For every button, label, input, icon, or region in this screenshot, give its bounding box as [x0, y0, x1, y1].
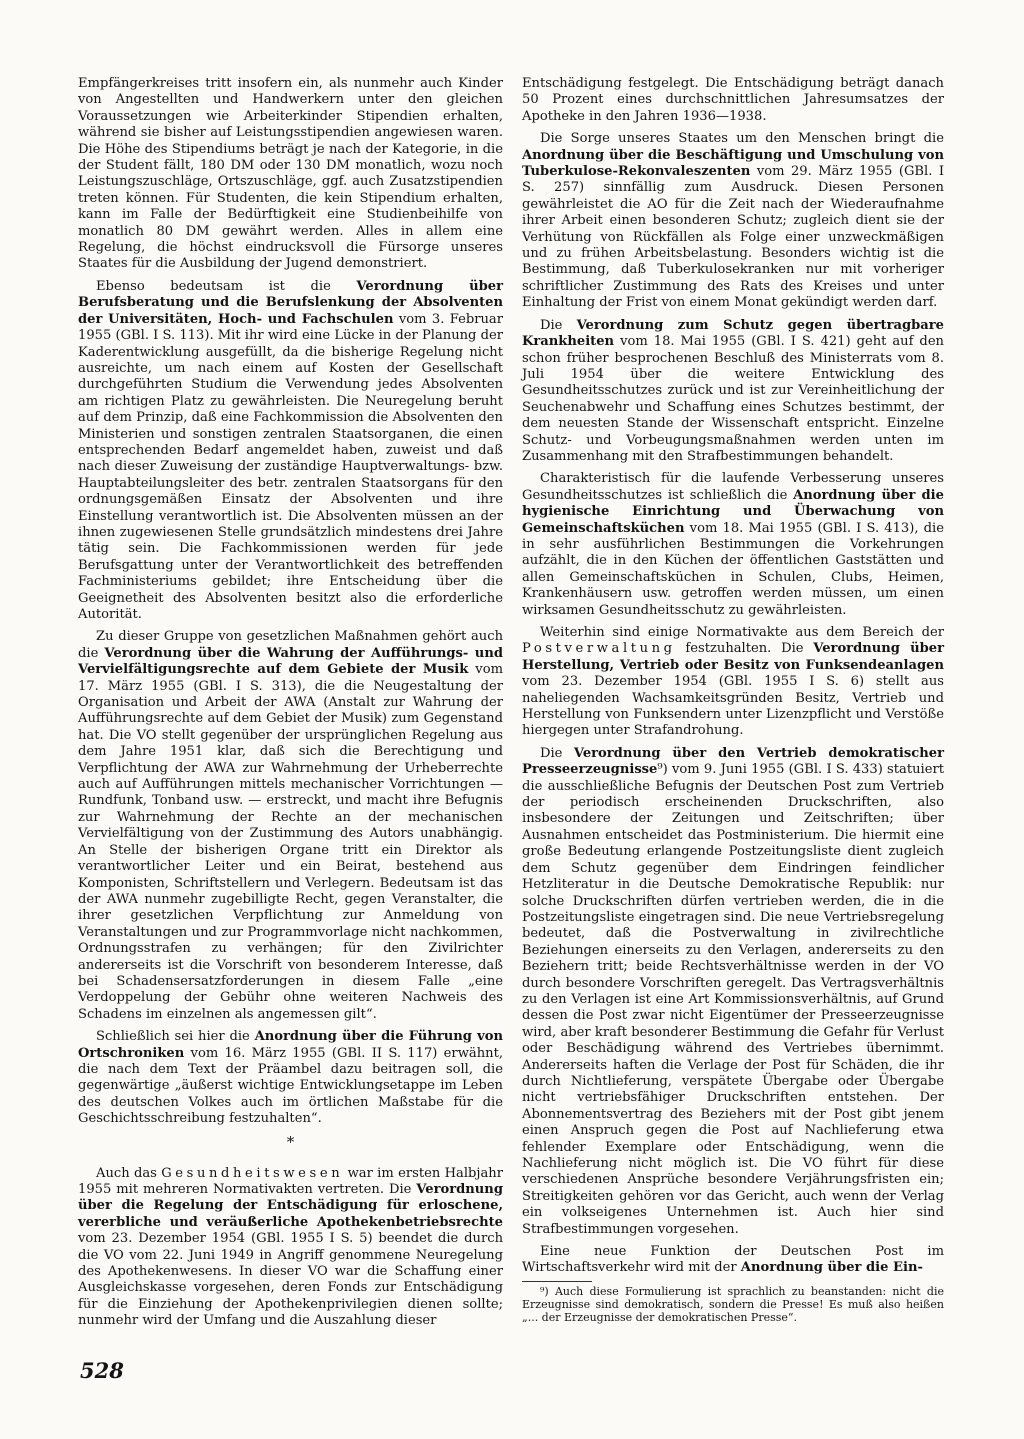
paragraph: Charakteristisch für die laufende Verbesserung unseres Gesundheitsschutzes ist schließlich die Anordnung über die hygienische Einrichtung und Überwachung von Gemeinschaftsküchen vom 18. Mai 1955 (GBl. I S. 413), die in sehr ausführlichen Bestimmungen die Vorkehrungen aufzählt, die in den Küchen der öffentlichen Gaststätten und allen Gemeinschaftsküchen in Schulen, Clubs, Heimen, Krankenhäusern usw. getroffen werden müssen, um einen wirksamen Gesundheitsschutz zu gewährleisten.: [522, 471, 944, 618]
paragraph: Die Verordnung zum Schutz gegen übertragbare Krankheiten vom 18. Mai 1955 (GBl. I S. 421) geht auf den schon früher besprochenen Beschluß des Ministerrats vom 8. Juli 1954 über die weitere Entwicklung des Gesundheitsschutzes zurück und ist zur Vereinheitlichung der Seuchenabwehr und Schaffung eines Schutzes bestimmt, der dem neuesten Stande der Wissenschaft entspricht. Einzelne Schutz- und Vorbeugungsmaßnahmen werden unten im Zusammenhang mit den Strafbestimmungen behandelt.: [522, 317, 944, 464]
page-number: 528: [80, 1358, 124, 1383]
paragraph: Die Verordnung über den Vertrieb demokratischer Presseerzeugnisse⁹) vom 9. Juni 1955 (GBl. I S. 433) statuiert die ausschließliche Befugnis der Deutschen Post zum Vertrieb der periodisch erscheinenden Druckschriften, also insbesondere der Zeitungen und Zeitschriften; über Ausnahmen entscheidet das Postministerium. Die hiermit eine große Bedeutung erlangende Postzeitungsliste dient zugleich dem Schutz gegenüber dem Eindringen feindlicher Hetzliteratur in die Deutsche Demokratische Republik: nur solche Druckschriften dürfen vertrieben werden, die in die Postzeitungsliste eingetragen sind. Die neue Vertriebsregelung bedeutet, daß die Postverwaltung in zivilrechtliche Beziehungen einerseits zu den Verlagen, andererseits zu den Beziehern tritt; beide Rechtsverhältnisse werden in der VO durch besondere Vorschriften geregelt. Das Vertragsverhältnis zu den Verlagen ist eine Art Kommissionsverhältnis, auf Grund dessen die Post zwar nicht Eigentümer der Presseerzeugnisse wird, aber kraft besonderer Bestimmung die Gefahr für Verlust oder Beschädigung während des Vertriebes übernimmt. Andererseits haften die Verlage der Post für Schäden, die ihr durch Nichtlieferung, verspätete Übergabe oder Übergabe nicht vertriebsfähiger Druckschriften entstehen. Der Abonnementsvertrag des Beziehers mit der Post gibt jenem einen Anspruch gegen die Post auf Nachlieferung etwa fehlender Exemplare oder Entschädigung, wenn die Nachlieferung nicht möglich ist. Die VO führt für diese verschiedenen Ansprüche besondere Verjährungsfristen ein; Streitigkeiten gehören vor das Gericht, auch wenn der Verlag ein volkseigenes Unternehmen ist. Auch hier sind Strafbestimmungen vorgesehen.: [522, 745, 944, 1237]
right-column: [522, 76, 944, 1324]
law-title: Verordnung über Berufsberatung und die Berufslenkung der Absolventen der Universitäten, Hoch- und Fachschulen: [78, 278, 503, 327]
law-title: Verordnung über die Regelung der Entschädigung für erloschene, vererbliche und veräußerliche Apothekenbetriebsrechte: [78, 1182, 503, 1230]
law-title: Verordnung über die Wahrung der Aufführungs- und Vervielfältigungsrechte auf dem Gebiete der Musik: [78, 645, 504, 678]
paragraph: Eine neue Funktion der Deutschen Post im Wirtschaftsverkehr wird mit der Anordnung über die Ein-: [522, 1244, 944, 1276]
paragraph: Ebenso bedeutsam ist die Verordnung über Berufsberatung und die Berufslenkung der Absolventen der Universitäten, Hoch- und Fachschulen vom 3. Februar 1955 (GBl. I S. 113). Mit ihr wird eine Lücke in der Planung der Kaderentwicklung ausgefüllt, da die bisherige Regelung nicht ausreichte, um nach einem auf Kosten der Gesellschaft durchgeführten Studium die Verwendung jedes Absolventen am richtigen Platz zu gewährleisten. Die Neuregelung beruht auf dem Prinzip, daß eine Fachkommission die Absolventen den Ministerien und sonstigen zentralen Staatsorganen, die einen entsprechenden Bedarf angemeldet haben, zuweist und daß nach dieser Zuweisung der zuständige Hauptverwaltungs- bzw. Hauptabteilungsleiter des betr. zentralen Staatsorgans für den ordnungsgemäßen Einsatz der Absolventen und ihre Einstellung verantwortlich ist. Die Absolventen müssen an der ihnen zugewiesenen Stelle grundsätzlich mindestens drei Jahre tätig sein. Die Fachkommissionen werden für jede Berufsgattung unter der Verantwortlichkeit des betreffenden Fachministeriums gebildet; ihre Entscheidung über die Geeignetheit des Absolventen besitzt also die erforderliche Autorität.: [78, 278, 503, 622]
paragraph: Weiterhin sind einige Normativakte aus dem Bereich der Postverwaltung festzuhalten. Die Verordnung über Herstellung, Vertrieb oder Besitz von Funksendeanlagen vom 23. Dezember 1954 (GBl. 1955 I S. 6) stellt aus naheliegenden Wachsamkeitsgründen Besitz, Vertrieb und Herstellung von Funksendern unter Lizenzpflicht und Verstöße hiergegen unter Strafandrohung.: [522, 625, 944, 739]
paragraph: Schließlich sei hier die Anordnung über die Führung von Ortschroniken vom 16. März 1955 (GBl. II S. 117) erwähnt, die nach dem Text der Präambel dazu beitragen soll, die gegenwärtige „äußerst wichtige Entwicklungsetappe im Leben des deutschen Volkes auch im örtlichen Maßstabe für die Geschichtsschreibung festzuhalten“.: [78, 1029, 503, 1127]
paragraph: Empfängerkreises tritt insofern ein, als nunmehr auch Kinder von Angestellten und Handwerkern unter den gleichen Voraussetzungen wie Arbeiterkinder Stipendien erhalten, während sie bisher auf Leistungsstipendien angewiesen waren. Die Höhe des Stipendiums beträgt je nach der Kategorie, in die der Student fällt, 180 DM oder 130 DM monatlich, wozu noch Leistungszuschläge, Ortszuschläge, ggf. auch Zusatzstipendien treten können. Für Studenten, die kein Stipendium erhalten, kann im Falle der Bedürftigkeit eine Studienbeihilfe von monatlich 80 DM gewährt werden. Alles in allem eine Regelung, die höchst eindrucksvoll die Fürsorge unseres Staates für die Ausbildung der Jugend demonstriert.: [78, 76, 503, 272]
paragraph: Entschädigung festgelegt. Die Entschädigung beträgt danach 50 Prozent eines durchschnittlichen Jahresumsatzes der Apotheke in den Jahren 1936—1938.: [522, 76, 944, 124]
law-title: Verordnung über Herstellung, Vertrieb oder Besitz von Funksendeanlagen: [522, 641, 944, 673]
footnote-marker: ⁹): [657, 762, 668, 778]
paragraph: Zu dieser Gruppe von gesetzlichen Maßnahmen gehört auch die Verordnung über die Wahrung der Aufführungs- und Vervielfältigungsrechte auf dem Gebiete der Musik vom 17. März 1955 (GBl. I S. 313), die die Neugestaltung der Organisation und Arbeit der AWA (Anstalt zur Wahrung der Aufführungsrechte auf dem Gebiet der Musik) zum Gegenstand hat. Die VO stellt gegenüber der ursprünglichen Regelung aus dem Jahre 1951 klar, daß sich die Berechtigung und Verpflichtung der AWA zur Wahrnehmung der Urheberrechte auch auf Aufführungen mittels mechanischer Vorrichtungen — Rundfunk, Tonband usw. — erstreckt, und macht ihre Befugnis zur Wahrnehmung der Rechte an der mechanischen Vervielfältigung von der Zustimmung des Autors unabhängig. An Stelle der bisherigen Organe tritt ein Direktor als verantwortlicher Leiter und ein Beirat, bestehend aus Komponisten, Schriftstellern und Verlegern. Bedeutsam ist das der AWA nunmehr zugebilligte Recht, gegen Veranstalter, die ihrer gesetzlichen Verpflichtung zur Anmeldung von Veranstaltungen und zur Programmvorlage nicht nachkommen, Ordnungsstrafen zu verhängen; für den Zivilrichter andererseits ist die Vorschrift von besonderem Interesse, daß bei Schadensersatzforderungen in diesem Falle „eine Verdoppelung der Gebühr ohne weiteren Nachweis des Schadens im einzelnen als angemessen gilt“.: [78, 629, 504, 1022]
spaced-term: Gesundheitswesen: [161, 1165, 344, 1181]
footnote-divider: [522, 1281, 592, 1282]
law-title: Anordnung über die Ein-: [740, 1260, 923, 1276]
spaced-term: Postverwaltung: [522, 641, 676, 657]
section-separator: *: [286, 1132, 295, 1151]
paragraph: Die Sorge unseres Staates um den Menschen bringt die Anordnung über die Beschäftigung und Umschulung von Tuberkulose-Rekonvaleszenten vom 29. März 1955 (GBl. I S. 257) sinnfällig zum Ausdruck. Diesen Personen gewährleistet die AO für die Zeit nach der Wiederaufnahme ihrer Arbeit einen besonderen Schutz; zugleich dient sie der Verhütung von Rückfällen als Folge einer unzweckmäßigen und zu frühen Arbeitsbelastung. Besonders wichtig ist die Bestimmung, daß Tuberkulosekranken nur mit vorheriger schriftlicher Zustimmung des Rats des Kreises und unter Einhaltung der Frist von einem Monat gekündigt werden darf.: [522, 131, 944, 311]
law-title: Anordnung über die Beschäftigung und Umschulung von Tuberkulose-Rekonvaleszenten: [522, 147, 944, 180]
law-title: Verordnung zum Schutz gegen übertragbare Krankheiten: [522, 317, 944, 350]
footnote: ⁹) Auch diese Formulierung ist sprachlich zu beanstanden: nicht die Erzeugnisse sind demokratisch, sondern die Presse! Es muß also heißen „... der Erzeugnisse der demokratischen Presse“.: [522, 1284, 944, 1325]
law-title: Anordnung über die Führung von Ortschroniken: [78, 1029, 503, 1061]
paragraph: Auch das Gesundheitswesen war im ersten Halbjahr 1955 mit mehreren Normativakten vertreten. Die Verordnung über die Regelung der Entschädigung für erloschene, vererbliche und veräußerliche Apothekenbetriebsrechte vom 23. Dezember 1954 (GBl. 1955 I S. 5) beendet die durch die VO vom 22. Juni 1949 in Angriff genommene Neuregelung des Apothekenwesens. In dieser VO war die Schaffung einer Ausgleichskasse vorgesehen, deren Fonds zur Entschädigung für die Einziehung der Apothekenprivilegien dienen sollte; nunmehr wird der Umfang und die Auszahlung dieser: [78, 1165, 503, 1329]
law-title: Anordnung über die hygienische Einrichtung und Überwachung von Gemeinschaftsküchen: [522, 487, 944, 536]
left-column: [78, 76, 503, 1330]
law-title: Verordnung über den Vertrieb demokratischer Presseerzeugnisse: [522, 745, 944, 778]
